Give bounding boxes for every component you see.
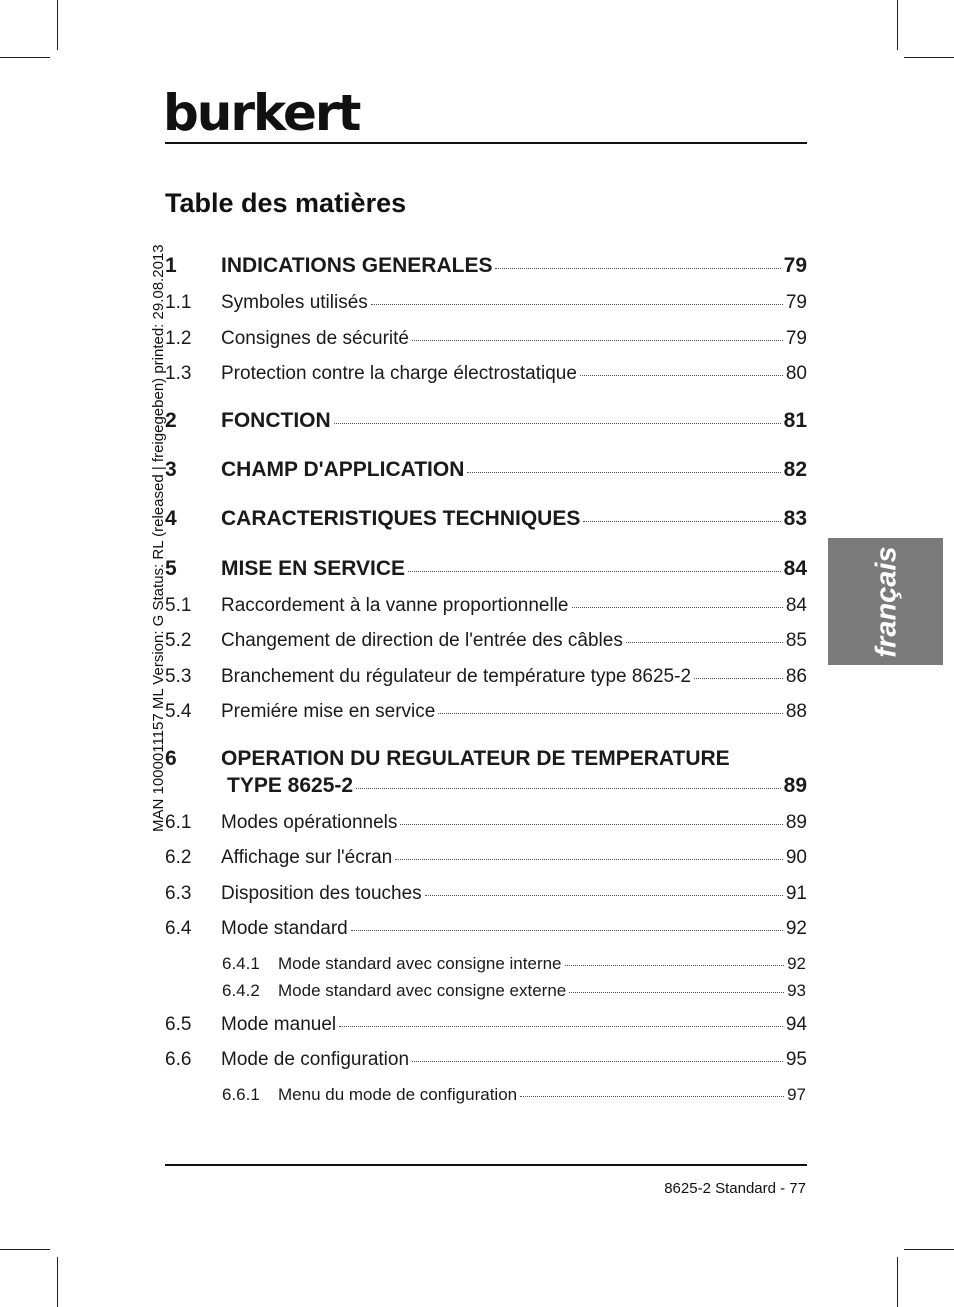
toc-page: 84 <box>785 595 807 616</box>
toc-number: 5.3 <box>165 666 192 687</box>
toc-entry[interactable] <box>165 701 807 723</box>
toc-entry[interactable] <box>165 595 807 617</box>
toc-title: Mode standard avec consigne interne <box>278 954 562 973</box>
toc-page: 93 <box>787 981 806 1000</box>
toc-number: 3 <box>165 458 177 481</box>
toc-number: 5 <box>165 557 177 580</box>
toc-leader <box>339 1026 783 1027</box>
toc-page: 94 <box>785 1014 807 1035</box>
toc-number: 6.4 <box>165 918 192 939</box>
toc-page: 97 <box>787 1085 806 1104</box>
crop-mark <box>0 1249 50 1250</box>
toc-entry[interactable] <box>222 1085 806 1105</box>
toc-leader <box>580 375 783 376</box>
toc-leader <box>583 521 780 522</box>
toc-number: 4 <box>165 507 177 530</box>
toc-page: 88 <box>785 701 807 722</box>
crop-mark <box>897 1257 898 1307</box>
toc-title: CHAMP D'APPLICATION <box>221 458 465 481</box>
toc-entry-chapter-6-line2[interactable] <box>227 774 807 798</box>
toc-page: 92 <box>785 918 807 939</box>
toc-number: 6.1 <box>165 812 192 833</box>
toc-number: 5.1 <box>165 595 192 616</box>
toc-leader <box>495 268 780 269</box>
toc-leader <box>425 895 783 896</box>
toc-number: 1.3 <box>165 363 192 384</box>
toc-number: 6.2 <box>165 847 192 868</box>
toc-title: Premiére mise en service <box>221 701 436 722</box>
toc-page: 79 <box>783 254 807 277</box>
crop-mark <box>904 1249 954 1250</box>
toc-number: 5.4 <box>165 701 192 722</box>
toc-title: FONCTION <box>221 409 331 432</box>
burkert-logo: burkert <box>163 84 360 142</box>
toc-leader <box>351 930 783 931</box>
toc-title: Consignes de sécurité <box>221 328 409 349</box>
crop-mark <box>57 0 58 50</box>
toc-entry-chapter-6-line1[interactable] <box>165 747 807 771</box>
toc-title: Mode manuel <box>221 1014 337 1035</box>
toc-title: Branchement du régulateur de température type 8625-2 <box>221 666 692 687</box>
toc-leader <box>334 423 781 424</box>
toc-entry[interactable] <box>165 666 807 688</box>
toc-leader <box>438 713 783 714</box>
toc-number: 1 <box>165 254 177 277</box>
toc-entry[interactable] <box>165 1014 807 1036</box>
toc-entry[interactable] <box>165 557 807 581</box>
toc-title: Modes opérationnels <box>221 812 398 833</box>
toc-leader <box>412 1061 783 1062</box>
toc-title: Changement de direction de l'entrée des câbles <box>221 630 623 651</box>
toc-title: INDICATIONS GENERALES <box>221 254 493 277</box>
crop-mark <box>57 1257 58 1307</box>
toc-entry[interactable] <box>165 507 807 531</box>
toc-title: Affichage sur l'écran <box>221 847 393 868</box>
toc-title: Symboles utilisés <box>221 292 368 313</box>
language-tab-label: français <box>870 546 903 658</box>
toc-leader <box>694 678 783 679</box>
crop-mark <box>904 57 954 58</box>
toc-entry[interactable] <box>165 1049 807 1071</box>
toc-entry[interactable] <box>165 363 807 385</box>
toc-entry[interactable] <box>165 328 807 350</box>
toc-page: 82 <box>783 458 807 481</box>
toc-title: Menu du mode de configuration <box>278 1085 518 1104</box>
toc-entry[interactable] <box>165 883 807 905</box>
toc-entry[interactable] <box>165 458 807 482</box>
toc-leader <box>569 992 784 993</box>
toc-entry[interactable] <box>165 812 807 834</box>
toc-page: 81 <box>783 409 807 432</box>
toc-number: 6.4.1 <box>222 954 260 973</box>
footer-rule <box>165 1164 807 1166</box>
toc-leader <box>565 965 785 966</box>
toc-number: 6.3 <box>165 883 192 904</box>
toc-entry[interactable] <box>222 954 806 974</box>
toc-title-continued: TYPE 8625-2 <box>227 774 354 797</box>
toc-entry[interactable] <box>165 847 807 869</box>
toc-page: 85 <box>785 630 807 651</box>
toc-leader <box>520 1096 784 1097</box>
toc-leader <box>412 340 783 341</box>
toc-page: 91 <box>785 883 807 904</box>
toc-page: 83 <box>783 507 807 530</box>
toc-page: 79 <box>785 328 807 349</box>
toc-number: 1.2 <box>165 328 192 349</box>
toc-page: 89 <box>783 774 807 797</box>
toc-page: 95 <box>785 1049 807 1070</box>
crop-mark <box>897 0 898 50</box>
toc-leader <box>356 788 781 789</box>
toc-page: 89 <box>785 812 807 833</box>
crop-mark <box>0 57 50 58</box>
toc-page: 86 <box>785 666 807 687</box>
toc-number: 5.2 <box>165 630 192 651</box>
toc-number: 6.4.2 <box>222 981 260 1000</box>
toc-leader <box>626 642 783 643</box>
toc-title: MISE EN SERVICE <box>221 557 405 580</box>
toc-leader <box>408 571 781 572</box>
toc-page: 80 <box>785 363 807 384</box>
toc-title: OPERATION DU REGULATEUR DE TEMPERATURE <box>221 747 730 770</box>
toc-leader <box>467 472 780 473</box>
toc-page: 79 <box>785 292 807 313</box>
document-status-text: MAN 1000011157 ML Version: G Status: RL (released | freigegeben) printed: 29.08.2013 <box>150 244 167 832</box>
toc-entry[interactable] <box>222 981 806 1001</box>
toc-page: 84 <box>783 557 807 580</box>
toc-number: 6 <box>165 747 177 770</box>
toc-entry[interactable] <box>165 630 807 652</box>
page-footer: 8625-2 Standard - 77 <box>664 1180 806 1197</box>
toc-entry[interactable] <box>165 409 807 433</box>
toc-leader <box>572 607 783 608</box>
toc-number: 6.5 <box>165 1014 192 1035</box>
toc-leader <box>400 824 782 825</box>
toc-title: Protection contre la charge électrostatique <box>221 363 577 384</box>
page-title: Table des matières <box>165 188 407 218</box>
toc-entry[interactable] <box>165 292 807 314</box>
toc-entry[interactable] <box>165 918 807 940</box>
toc-page: 90 <box>785 847 807 868</box>
toc-number: 1.1 <box>165 292 192 313</box>
header-rule <box>165 142 807 144</box>
toc-page: 92 <box>787 954 806 973</box>
toc-title: CARACTERISTIQUES TECHNIQUES <box>221 507 581 530</box>
toc-title: Mode de configuration <box>221 1049 410 1070</box>
toc-title: Disposition des touches <box>221 883 422 904</box>
toc-leader <box>395 859 783 860</box>
toc-leader <box>371 304 783 305</box>
language-tab <box>828 538 943 665</box>
toc-title: Raccordement à la vanne proportionnelle <box>221 595 569 616</box>
toc-entry[interactable] <box>165 254 807 278</box>
toc-title: Mode standard avec consigne externe <box>278 981 567 1000</box>
toc-number: 6.6 <box>165 1049 192 1070</box>
toc-number: 6.6.1 <box>222 1085 260 1104</box>
toc-title: Mode standard <box>221 918 348 939</box>
toc-number: 2 <box>165 409 177 432</box>
